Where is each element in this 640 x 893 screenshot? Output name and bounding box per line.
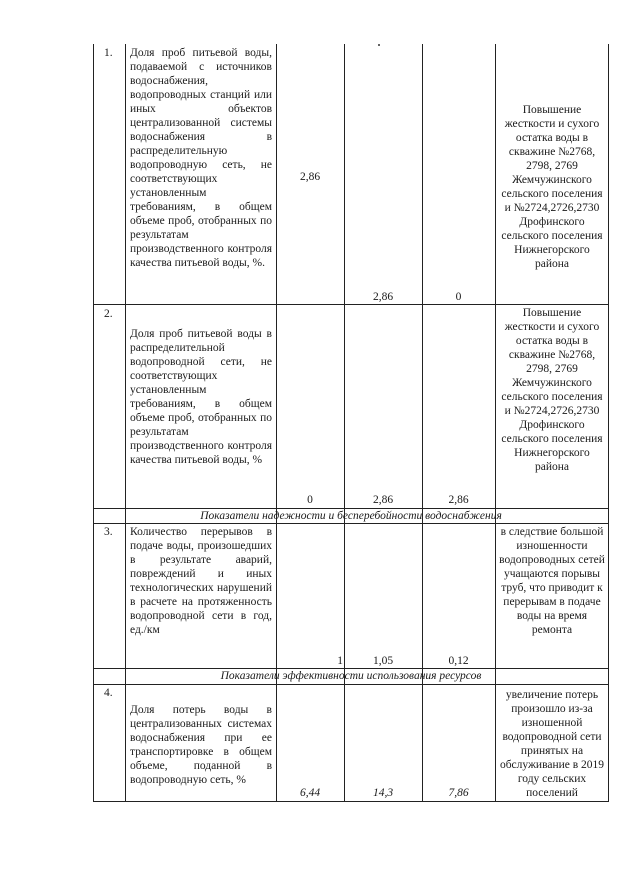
row-note: в следствие большой изношенности водопроводных сетей учащаются порывы труб, что приводит к перерывам в подаче воды на время ремонта <box>499 526 605 636</box>
row-description: Доля проб питьевой воды, подаваемой с источников водоснабжения, водопроводных станций или иных объектов централизованной системы водоснабжения в распределительную водопроводную сеть, не соответствующих установленным требованиям, в общем объеме проб, отобранных по результатам производственного контроля качества питьевой воды, %. <box>130 47 272 269</box>
row-divider <box>93 304 609 305</box>
value-cell: 2,86 <box>372 291 394 303</box>
value-cell: 2,86 <box>448 494 469 506</box>
column-divider <box>125 44 126 801</box>
row-divider <box>93 684 609 685</box>
column-divider <box>422 44 423 801</box>
row-number: 3. <box>104 526 113 538</box>
value-cell: 1 <box>337 655 343 667</box>
row-number: 2. <box>104 308 113 320</box>
scan-speck <box>378 44 380 46</box>
row-note: увеличение потерь произошло из-за изношенной водопроводной сети принятых на обслуживание в 2019 году сельских поселений <box>499 689 605 799</box>
value-cell: 2,86 <box>299 171 321 183</box>
column-divider <box>495 44 496 801</box>
row-note: Повышение жесткости и сухого остатка воды в скважине №2768, 2798, 2769 Жемчужинского сельского поселения и №2724,2726,2730 Дрофинского сельского поселения Нижнегорского района <box>501 307 603 473</box>
value-cell: 0 <box>307 494 313 506</box>
row-description: Количество перерывов в подаче воды, произошедших в результате аварий, повреждений и иных технологических нарушений в расчете на протяженность водопроводной сети в год, ед./км <box>130 526 272 636</box>
section-heading: Показатели надежности и бесперебойности водоснабжения <box>200 510 502 522</box>
row-description: Доля потерь воды в централизованных системах водоснабжения при ее транспортировке в общем объеме, поданной в водопроводную сеть, % <box>130 704 272 786</box>
value-cell: 1,05 <box>372 655 394 667</box>
section-heading: Показатели эффективности использования ресурсов <box>220 670 482 682</box>
table-border-bottom <box>93 801 609 802</box>
row-note: Повышение жесткости и сухого остатка воды в скважине №2768, 2798, 2769 Жемчужинского сельского поселения и №2724,2726,2730 Дрофинского сельского поселения Нижнегорского района <box>501 104 603 270</box>
row-number: 4. <box>104 687 113 699</box>
row-divider <box>93 523 609 524</box>
table-border-right <box>608 44 609 801</box>
value-cell: 0 <box>455 291 462 303</box>
value-cell: 7,86 <box>448 787 469 799</box>
value-cell: 0,12 <box>448 655 469 667</box>
value-cell: 6,44 <box>299 787 321 799</box>
row-number: 1. <box>104 47 113 59</box>
column-divider <box>344 44 345 801</box>
column-divider <box>276 44 277 801</box>
value-cell: 14,3 <box>372 787 394 799</box>
row-description: Доля проб питьевой воды в распределительной водопроводной сети, не соответствующих установленным требованиям, в общем объеме проб, отобранных по результатам производственного контроля качества питьевой воды, % <box>130 328 272 466</box>
value-cell: 2,86 <box>372 494 394 506</box>
table-border-left <box>93 44 94 801</box>
